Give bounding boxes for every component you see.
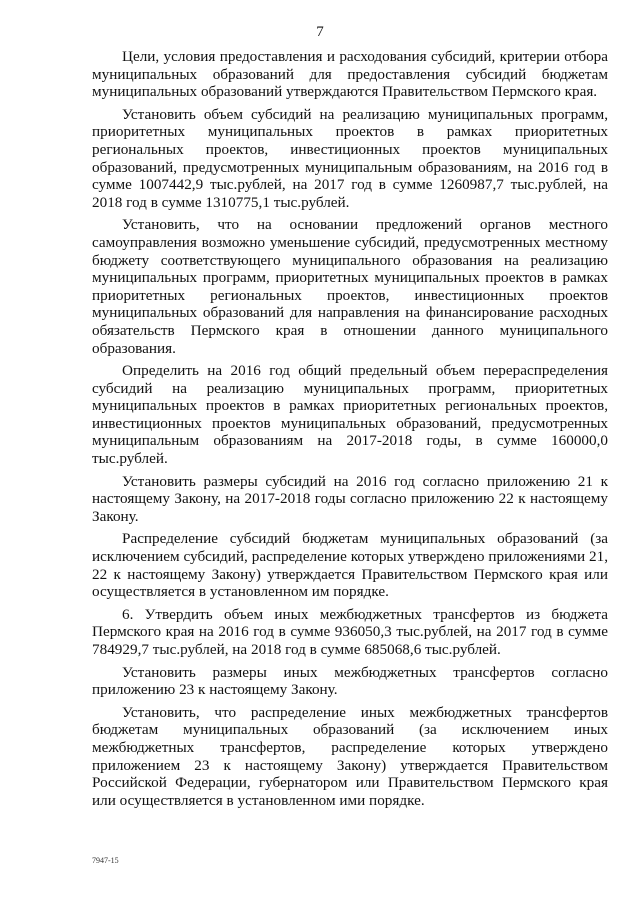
document-body xyxy=(92,48,608,814)
document-code: 7947-15 xyxy=(92,856,119,865)
paragraph-subsidy-distribution: Распределение субсидий бюджетам муниципальных образований (за исключением субсидий, распределение которых утверждено приложениями 21, 22 к настоящему Закону) утверждается Правительством Пермского края или осуществляется в установленном им порядке. xyxy=(92,530,608,601)
paragraph-subsidy-sizes: Установить размеры субсидий на 2016 год согласно приложению 21 к настоящему Закону, на 2017-2018 годы согласно приложению 22 к настоящему Закону. xyxy=(92,472,608,525)
page-number: 7 xyxy=(316,24,324,40)
paragraph-redistribution-limit: Определить на 2016 год общий предельный объем перераспределения субсидий на реализацию муниципальных программ, приоритетных муниципальных проектов в рамках приоритетных региональных проектов, инвестиционных проектов муниципальных образований, предусмотренных муниципальным образованиям на 2017-2018 годы, в сумме 160000,0 тыс.рублей. xyxy=(92,362,608,468)
paragraph-subsidy-conditions: Цели, условия предоставления и расходования субсидий, критерии отбора муниципальных образований для предоставления субсидий бюджетам муниципальных образований утверждаются Правительством Пермского края. xyxy=(92,48,608,101)
paragraph-subsidy-volume: Установить объем субсидий на реализацию муниципальных программ, приоритетных муниципальных проектов в рамках приоритетных региональных проектов, инвестиционных проектов муниципальных образований, предусмотренных муниципальным образованиям, на 2016 год в сумме 1007442,9 тыс.рублей, на 2017 год в сумме 1260987,7 тыс.рублей, на 2018 год в сумме 1310775,1 тыс.рублей. xyxy=(92,105,608,211)
paragraph-subsidy-reduction: Установить, что на основании предложений органов местного самоуправления возможно уменьшение субсидий, предусмотренных местному бюджету соответствующего муниципального образования на реализацию муниципальных программ, приоритетных муниципальных проектов в рамках приоритетных региональных проектов, инвестиционных проектов муниципальных образований для направления на финансирование расходных обязательств Пермского края в отношении данного муниципального образования. xyxy=(92,216,608,357)
paragraph-transfers-volume: 6. Утвердить объем иных межбюджетных трансфертов из бюджета Пермского края на 2016 год в сумме 936050,3 тыс.рублей, на 2017 год в сумме 784929,7 тыс.рублей, на 2018 год в сумме 685068,6 тыс.рублей. xyxy=(92,605,608,658)
paragraph-transfers-distribution: Установить, что распределение иных межбюджетных трансфертов бюджетам муниципальных образований (за исключением иных межбюджетных трансфертов, распределение которых утверждено приложением 23 к настоящему Закону) утверждается Правительством Российской Федерации, губернатором или Правительством Пермского края или осуществляется в установленном ими порядке. xyxy=(92,703,608,809)
paragraph-transfers-sizes: Установить размеры иных межбюджетных трансфертов согласно приложению 23 к настоящему Закону. xyxy=(92,663,608,699)
